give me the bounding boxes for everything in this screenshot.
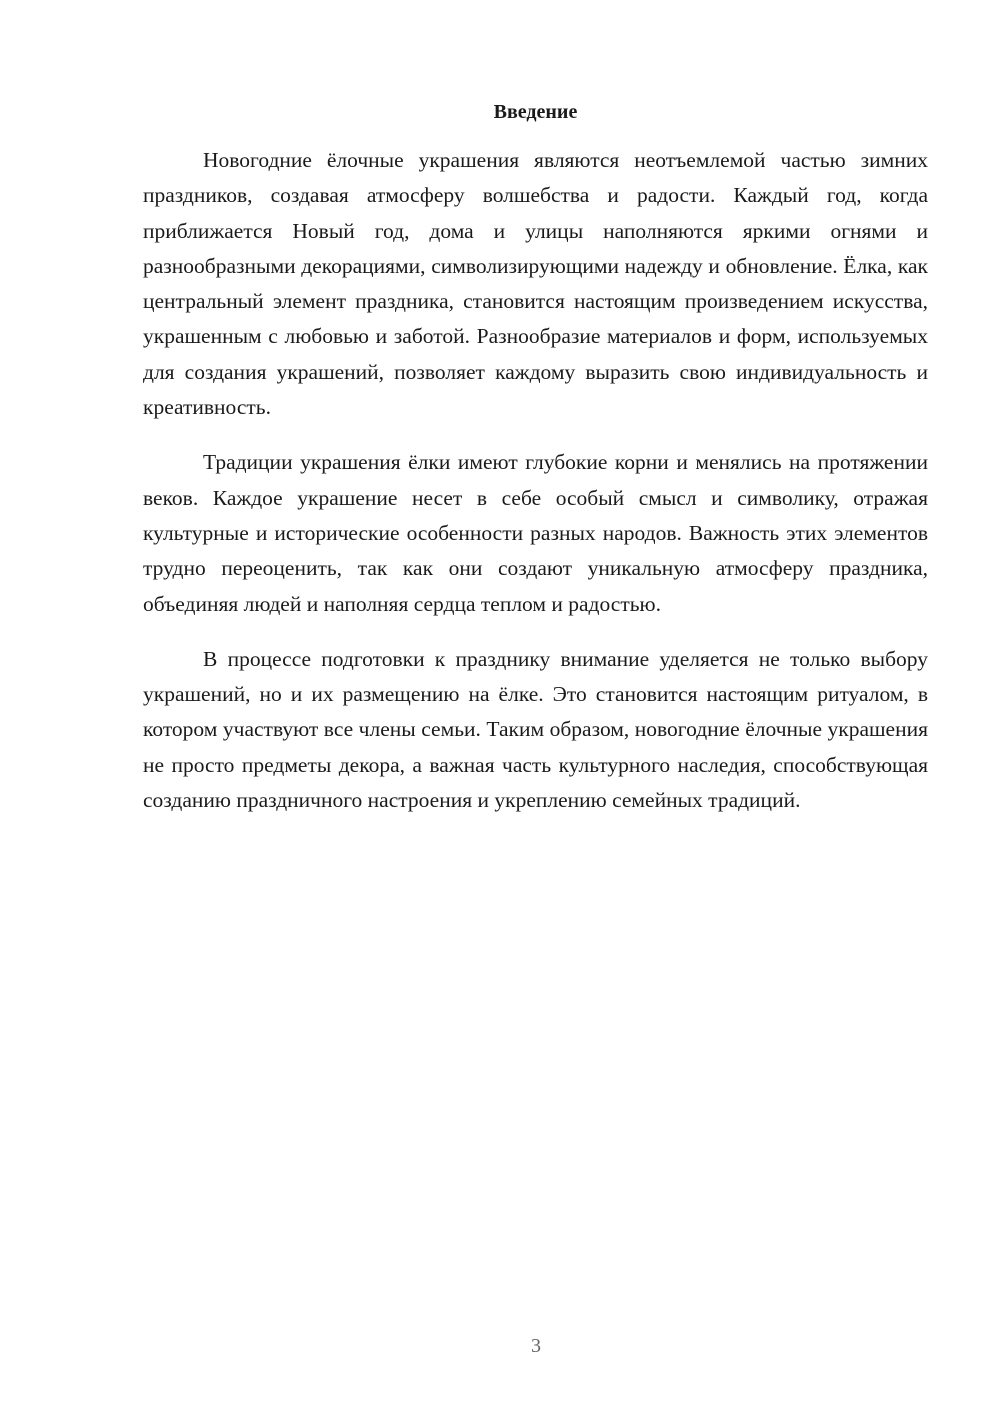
page-number: 3 (531, 1335, 541, 1357)
body-text (143, 143, 928, 838)
paragraph-2: Традиции украшения ёлки имеют глубокие корни и менялись на протяжении веков. Каждое украшение несет в себе особый смысл и символику, отражая культурные и исторические особенности разных народов. Важность этих элементов трудно переоценить, так как они создают уникальную атмосферу праздника, объединяя людей и наполняя сердца теплом и радостью. (143, 450, 928, 616)
paragraph-3: В процессе подготовки к празднику внимание уделяется не только выбору украшений, но и их размещению на ёлке. Это становится настоящим ритуалом, в котором участвуют все члены семьи. Таким образом, новогодние ёлочные украшения не просто предметы декора, а важная часть культурного наследия, способствующая созданию праздничного настроения и укреплению семейных традиций. (143, 646, 928, 813)
section-title: Введение (493, 101, 578, 123)
paragraph-1: Новогодние ёлочные украшения являются неотъемлемой частью зимних праздников, создавая атмосферу волшебства и радости. Каждый год, когда приближается Новый год, дома и улицы наполняются яркими огнями и разнообразными декорациями, символизирующими надежду и обновление. Ёлка, как центральный элемент праздника, становится настоящим произведением искусства, украшенным с любовью и заботой. Разнообразие материалов и форм, используемых для создания украшений, позволяет каждому выразить свою индивидуальность и креативность. (143, 148, 928, 420)
